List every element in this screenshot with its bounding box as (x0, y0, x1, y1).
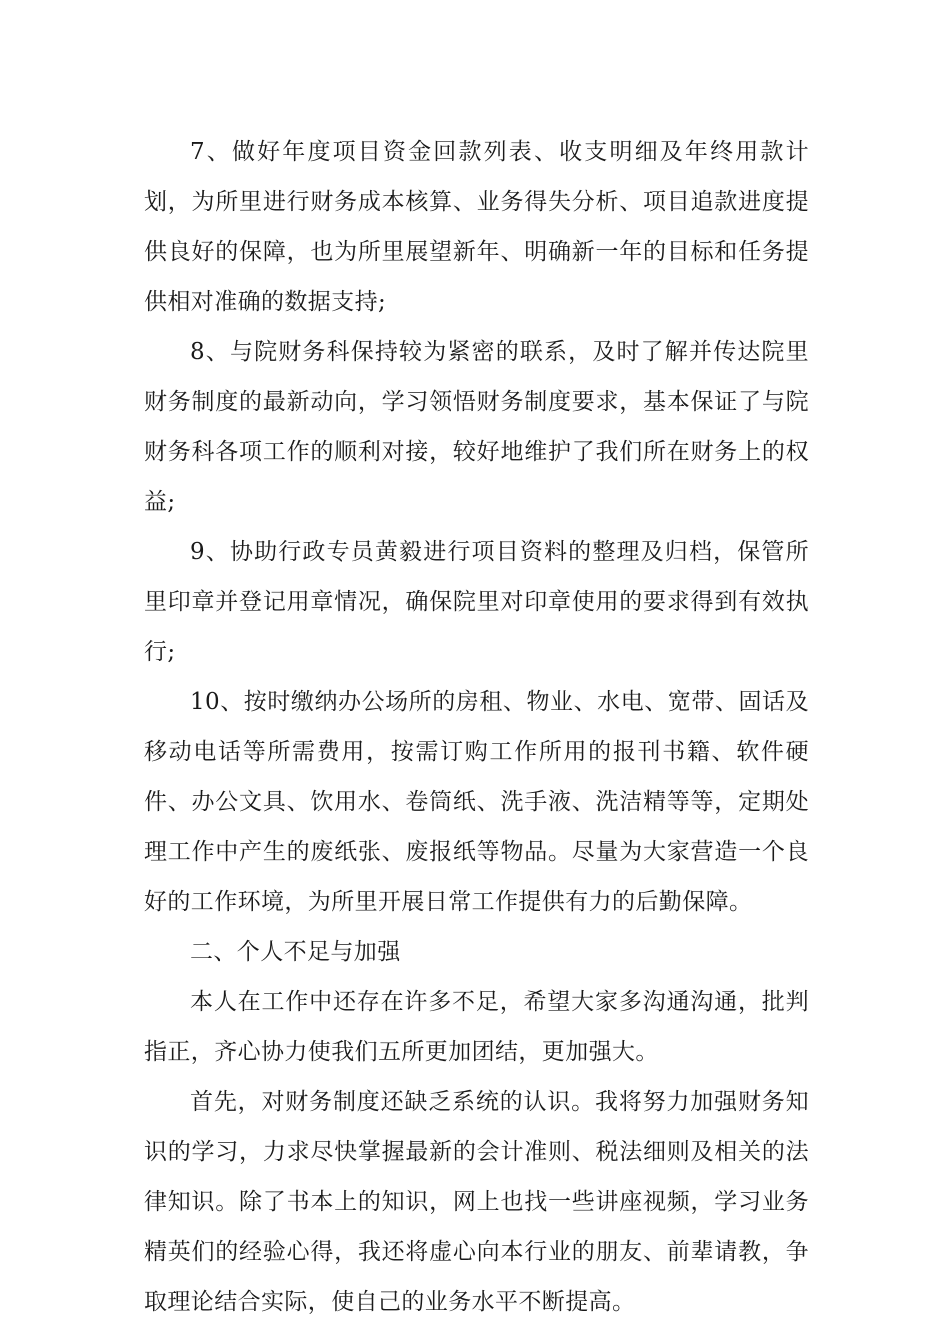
paragraph-item-9: 9、协助行政专员黄毅进行项目资料的整理及归档，保管所里印章并登记用章情况，确保院里对印章使用的要求得到有效执行; (144, 539, 809, 665)
document-body (144, 127, 809, 1327)
paragraph-item-10: 10、按时缴纳办公场所的房租、物业、水电、宽带、固话及移动电话等所需费用，按需订购工作所用的报刊书籍、软件硬件、办公文具、饮用水、卷筒纸、洗手液、洗洁精等等，定期处理工作中产生的废纸张、废报纸等物品。尽量为大家营造一个良好的工作环境，为所里开展日常工作提供有力的后勤保障。 (144, 689, 809, 915)
paragraph-first-point: 首先，对财务制度还缺乏系统的认识。我将努力加强财务知识的学习，力求尽快掌握最新的会计准则、税法细则及相关的法律知识。除了书本上的知识，网上也找一些讲座视频，学习业务精英们的经验心得，我还将虚心向本行业的朋友、前辈请教，争取理论结合实际，使自己的业务水平不断提高。 (144, 1089, 809, 1315)
paragraph-item-8: 8、与院财务科保持较为紧密的联系，及时了解并传达院里财务制度的最新动向，学习领悟财务制度要求，基本保证了与院财务科各项工作的顺利对接，较好地维护了我们所在财务上的权益; (144, 339, 809, 515)
paragraph-item-7: 7、做好年度项目资金回款列表、收支明细及年终用款计划，为所里进行财务成本核算、业务得失分析、项目追款进度提供良好的保障，也为所里展望新年、明确新一年的目标和任务提供相对准确的数据支持; (144, 139, 809, 315)
paragraph-shortcomings-intro: 本人在工作中还存在许多不足，希望大家多沟通沟通，批判指正，齐心协力使我们五所更加团结，更加强大。 (144, 989, 809, 1065)
section-heading: 二、个人不足与加强 (190, 939, 401, 965)
